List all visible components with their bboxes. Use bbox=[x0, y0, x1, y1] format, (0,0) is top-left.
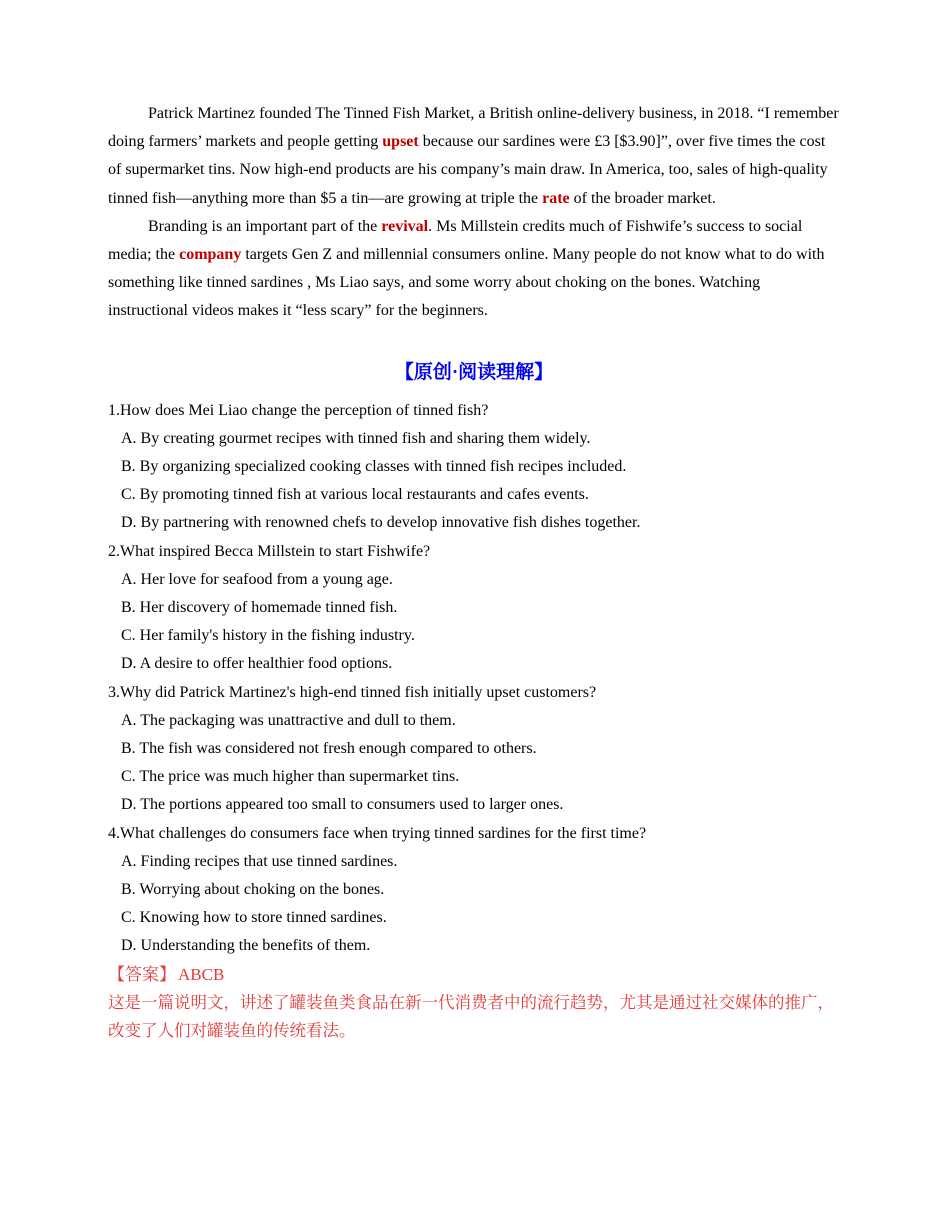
passage-text: Patrick Martinez founded The Tinned Fish Market, a British online-delivery business, in 2018. “I remember doing farmers’ markets and people getting bbox=[108, 105, 839, 151]
question-4 bbox=[108, 820, 840, 961]
question-3-option-c: C. The price was much higher than supermarket tins. bbox=[121, 768, 460, 786]
question-4-option-c: C. Knowing how to store tinned sardines. bbox=[121, 909, 387, 927]
passage-keyword-company: company bbox=[179, 246, 242, 264]
question-1 bbox=[108, 397, 840, 538]
question-3 bbox=[108, 679, 840, 820]
passage-paragraph-1 bbox=[108, 100, 840, 213]
passage-text: . Ms Millstein credits much of Fishwife’s success to social media; the bbox=[108, 217, 803, 264]
question-2-option-b: B. Her discovery of homemade tinned fish. bbox=[121, 599, 398, 617]
question-2-option-a: A. Her love for seafood from a young age. bbox=[121, 570, 393, 588]
question-1-option-b: B. By organizing specialized cooking classes with tinned fish recipes included. bbox=[121, 458, 627, 476]
question-2-option-c: C. Her family's history in the fishing industry. bbox=[121, 627, 415, 645]
question-1-option-c: C. By promoting tinned fish at various local restaurants and cafes events. bbox=[121, 486, 589, 504]
question-1-option-a: A. By creating gourmet recipes with tinned fish and sharing them widely. bbox=[121, 429, 591, 447]
question-2-stem: 2.What inspired Becca Millstein to start Fishwife? bbox=[108, 542, 431, 560]
question-3-option-b: B. The fish was considered not fresh enough compared to others. bbox=[121, 740, 537, 758]
passage-keyword-revival: revival bbox=[381, 217, 429, 235]
answer-label: 【答案】 bbox=[108, 964, 176, 984]
question-1-option-d: D. By partnering with renowned chefs to develop innovative fish dishes together. bbox=[121, 514, 641, 532]
explanation-text: 这是一篇说明文，讲述了罐装鱼类食品在新一代消费者中的流行趋势，尤其是通过社交媒体的推广，改变了人们对罐装鱼的传统看法。 bbox=[108, 993, 834, 1041]
passage-keyword-upset: upset bbox=[382, 133, 419, 151]
answer-value: ABCB bbox=[178, 964, 225, 984]
question-4-option-b: B. Worrying about choking on the bones. bbox=[121, 881, 385, 899]
question-3-option-a: A. The packaging was unattractive and dull to them. bbox=[121, 711, 456, 729]
question-2 bbox=[108, 538, 840, 679]
passage-text: because our sardines were £3 [$3.90]”, over five times the cost of supermarket tins. Now high-end products are his company’s main draw. In America, too, sales of high-quality tinned fish—anything more than $5 a tin—are growing at triple the bbox=[108, 133, 828, 207]
question-1-stem: 1.How does Mei Liao change the perception of tinned fish? bbox=[108, 401, 489, 419]
answer-line bbox=[108, 961, 840, 990]
passage-text: Branding is an important part of the bbox=[148, 217, 382, 235]
question-3-option-d: D. The portions appeared too small to consumers used to larger ones. bbox=[121, 796, 564, 814]
question-2-option-d: D. A desire to offer healthier food options. bbox=[121, 655, 393, 673]
passage-keyword-rate: rate bbox=[542, 189, 570, 207]
question-4-option-d: D. Understanding the benefits of them. bbox=[121, 937, 371, 955]
section-heading: 【原创·阅读理解】 bbox=[394, 361, 554, 383]
passage-text: of the broader market. bbox=[569, 189, 716, 207]
passage-paragraph-2 bbox=[108, 213, 840, 326]
question-3-stem: 3.Why did Patrick Martinez's high-end tinned fish initially upset customers? bbox=[108, 683, 597, 701]
question-4-stem: 4.What challenges do consumers face when trying tinned sardines for the first time? bbox=[108, 824, 647, 842]
passage-text: targets Gen Z and millennial consumers online. Many people do not know what to do with something like tinned sardines , Ms Liao says, and some worry about choking on the bones. Watching instructional videos makes it “less scary” for the beginners. bbox=[108, 246, 825, 320]
question-4-option-a: A. Finding recipes that use tinned sardines. bbox=[121, 852, 398, 870]
